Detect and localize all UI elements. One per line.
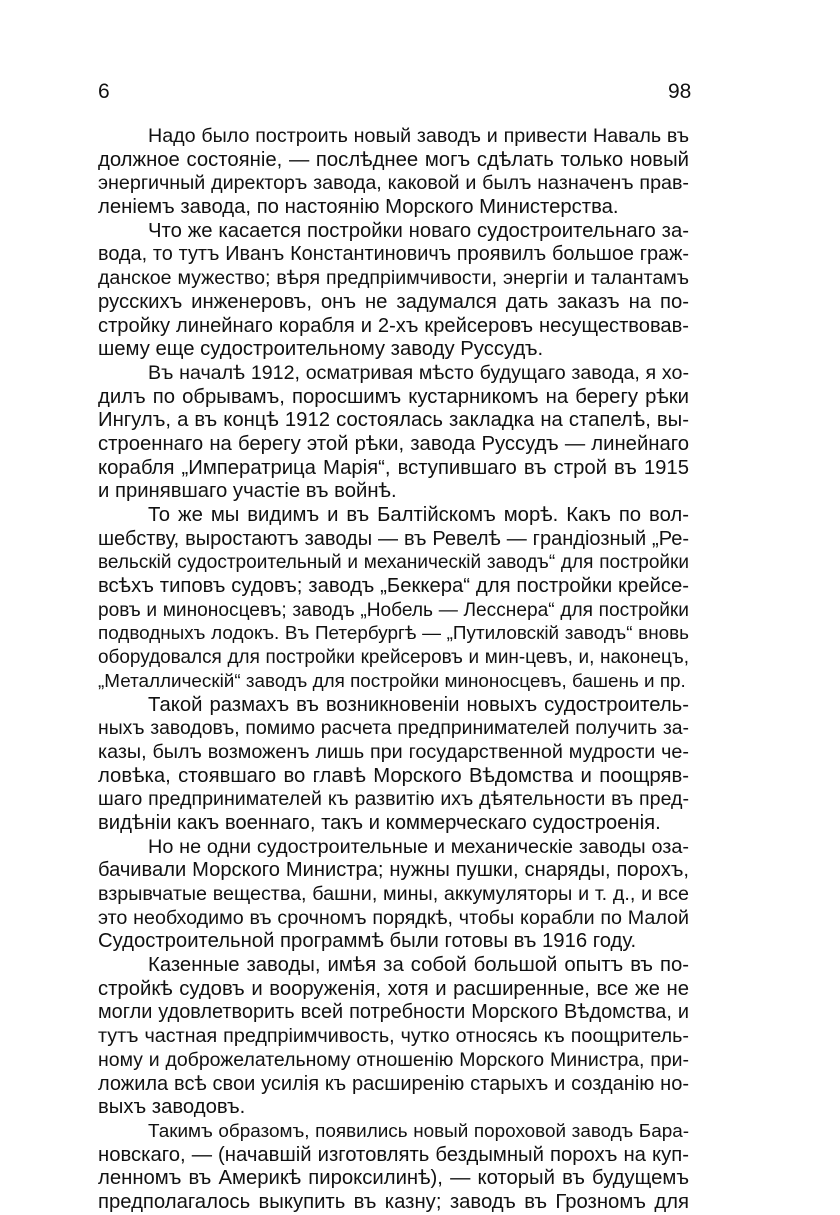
text-line: подводныхъ лодокъ. Въ Петербургѣ — „Путиловскiй заводъ“ вновь — [98, 623, 689, 645]
text-line: Въ началѣ 1912, осматривая мѣсто будущаго завода, я хо- — [148, 361, 689, 384]
text-line: вода, то тутъ Иванъ Константиновичъ проявилъ большое граж- — [98, 243, 689, 266]
text-line: и принявшаго участiе въ войнѣ. — [98, 480, 397, 503]
text-line: могли удовлетворить всей потребности Морского Вѣдомства, и — [98, 1001, 689, 1024]
text-line: должное состоянiе, — послѣднее могъ сдѣлать только новый — [98, 148, 689, 171]
text-line: шебству, выростаютъ заводы — въ Ревелѣ — грандiозный „Ре- — [98, 527, 689, 550]
page-number-left: 6 — [98, 80, 110, 103]
text-line: Надо было построить новый заводъ и привести Наваль въ — [148, 125, 689, 147]
text-line: бачивали Морского Министра; нужны пушки, снаряды, порохъ, — [98, 859, 689, 882]
text-line: Ингулъ, а въ концѣ 1912 состоялась закладка на стапелѣ, вы- — [98, 409, 689, 432]
text-line: энергичный директоръ завода, каковой и былъ назначенъ прав- — [98, 172, 689, 195]
text-line: видѣнiи какъ военнаго, такъ и коммерческаго судостроенiя. — [98, 811, 661, 834]
text-line: шему еще судостроительному заводу Руссудъ. — [98, 338, 544, 361]
text-line: Что же касается постройки новаго судостроительнаго за- — [148, 219, 689, 242]
text-line: „Металлическiй“ заводъ для постройки миноносцевъ, башень и пр. — [98, 670, 686, 692]
text-line: русскихъ инженеровъ, онъ не задумался дать заказъ на по- — [98, 290, 689, 313]
text-line: тутъ частная предпрiимчивость, чутко относясь къ поощритель- — [98, 1025, 689, 1048]
page-number-right: 98 — [668, 80, 692, 103]
text-line: строеннаго на берегу этой рѣки, завода Руссудъ — линейнаго — [98, 432, 689, 455]
text-line: оборудовался для постройки крейсеровъ и мин-цевъ, и, наконецъ, — [98, 647, 689, 669]
text-line: Но не одни судостроительные и механическiе заводы оза- — [148, 835, 689, 858]
text-line: стройку линейнаго корабля и 2-хъ крейсеровъ несуществовав- — [98, 314, 689, 337]
text-line: Такой размахъ въ возникновенiи новыхъ судостроитель- — [148, 693, 689, 716]
text-line: То же мы видимъ и въ Балтiйскомъ морѣ. Какъ по вол- — [148, 504, 689, 526]
text-line: стройкѣ судовъ и вооруженiя, хотя и расширенные, все же не — [98, 977, 689, 1000]
text-line: ложила всѣ свои усилiя къ расширенiю старыхъ и созданiю но- — [98, 1072, 689, 1095]
text-line: ныхъ заводовъ, помимо расчета предпринимателей получить за- — [98, 717, 689, 740]
text-line: выхъ заводовъ. — [98, 1096, 246, 1119]
text-line: ловѣка, стоявшаго во главѣ Морского Вѣдомства и поощряв- — [98, 764, 689, 787]
text-line: данское мужество; вѣря предпрiимчивости, энергiи и талантамъ — [98, 267, 689, 290]
text-line: ровъ и миноносцевъ; заводъ „Нобель — Лесснера“ для постройки — [98, 599, 689, 621]
text-line: предполагалось выкупить въ казну; заводъ въ Грозномъ для — [98, 1190, 689, 1213]
text-line: дилъ по обрывамъ, поросшимъ кустарникомъ на берегу рѣки — [98, 385, 689, 408]
text-line: Такимъ образомъ, появились новый пороховой заводъ Бара- — [148, 1120, 689, 1142]
text-line: всѣхъ типовъ судовъ; заводъ „Беккера“ для постройки крейсе- — [98, 575, 689, 598]
body-text — [98, 125, 689, 1215]
text-line: новскаго, — (начавшiй изготовлять бездымный порохъ на куп- — [98, 1143, 689, 1166]
text-line: это необходимо въ срочномъ порядкѣ, чтобы корабли по Малой — [98, 906, 689, 929]
text-line: ленiемъ завода, по настоянiю Морского Министерства. — [98, 196, 619, 219]
text-line: Казенные заводы, имѣя за собой большой опытъ въ по- — [148, 954, 689, 977]
text-line: шаго предпринимателей къ развитiю ихъ дѣятельности въ пред- — [98, 788, 689, 811]
text-line: взрывчатые вещества, башни, мины, аккумуляторы и т. д., и все — [98, 883, 689, 905]
text-line: казы, былъ возможенъ лишь при государственной мудрости че- — [98, 740, 689, 763]
text-line: корабля „Императрица Марiя“, вступившаго въ строй въ 1915 — [98, 456, 689, 479]
text-line: вельскiй судостроительный и механическiй заводъ“ для постройки — [98, 552, 689, 574]
text-line: Судостроительной программѣ были готовы въ 1916 году. — [98, 930, 637, 953]
text-line: ному и доброжелательному отношенiю Морского Министра, при- — [98, 1048, 689, 1071]
text-line: ленномъ въ Америкѣ пироксилинѣ), — который въ будущемъ — [98, 1167, 689, 1190]
